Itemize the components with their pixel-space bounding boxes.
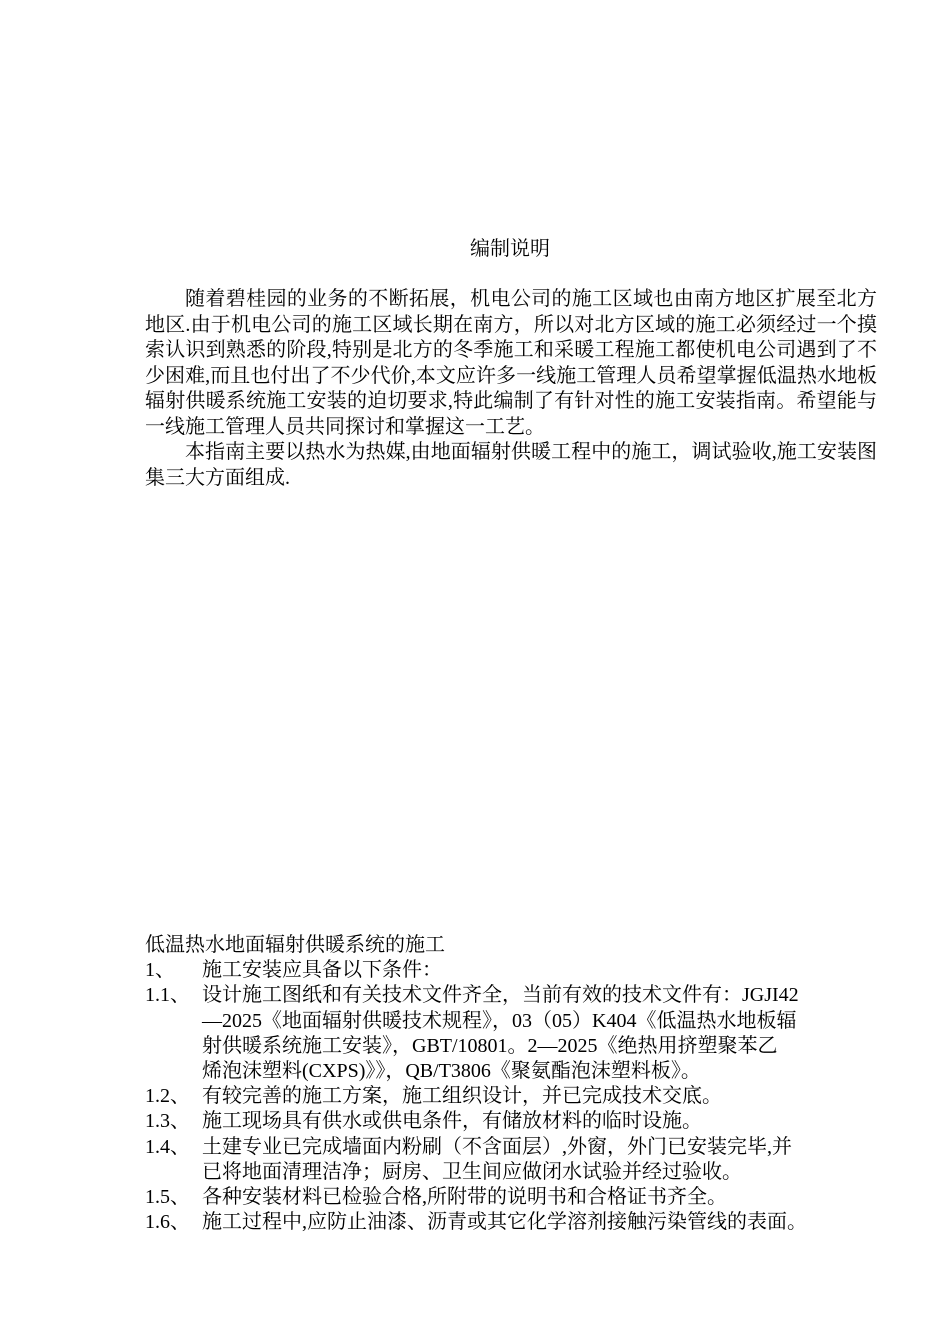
preface-body [145,287,877,491]
item-number: 1.6、 [145,1211,190,1234]
item-text: 施工过程中,应防止油漆、沥青或其它化学溶剂接触污染管线的表面。 [202,1211,807,1234]
section-title: 低温热水地面辐射供暖系统的施工 [145,934,445,956]
list-item [145,1084,877,1109]
item-number: 1.5、 [145,1186,190,1209]
list-item [145,1185,877,1210]
list-item [145,1210,877,1235]
list-item [145,983,877,1084]
preface-title: 编制说明 [470,238,550,260]
item-text: 设计施工图纸和有关技术文件齐全，当前有效的技术文件有：JGJI42 —2025《地面辐射供暖技术规程》，03（05）K404《低温热水地板辐 射供暖系统施工安装》，GBT/10801。2—2025《绝热用挤塑聚苯乙 烯泡沫塑料(CXPS)》》，QB/T3806《聚氨酯泡沫塑料板》。 [202,984,799,1083]
list-item [145,958,877,983]
item-text: 各种安装材料已检验合格,所附带的说明书和合格证书齐全。 [202,1186,727,1209]
preface-paragraph: 本指南主要以热水为热媒,由地面辐射供暖工程中的施工，调试验收,施工安装图集三大方面组成. [145,441,877,489]
item-number: 1.4、 [145,1135,190,1158]
item-number: 1.1、 [145,984,190,1007]
item-text: 施工安装应具备以下条件： [202,959,442,982]
item-text: 有较完善的施工方案，施工组织设计，并已完成技术交底。 [202,1085,722,1108]
list-item [145,1135,877,1185]
item-number: 1.3、 [145,1110,190,1133]
preface-paragraph: 随着碧桂园的业务的不断拓展，机电公司的施工区域也由南方地区扩展至北方地区.由于机电公司的施工区域长期在南方，所以对北方区域的施工必须经过一个摸索认识到熟悉的阶段,特别是北方的冬季施工和采暖工程施工都使机电公司遇到了不少困难,而且也付出了不少代价,本文应许多一线施工管理人员希望掌握低温热水地板辐射供暖系统施工安装的迫切要求,特此编制了有针对性的施工安装指南。希望能与一线施工管理人员共同探讨和掌握这一工艺。 [145,288,877,438]
list-item [145,1109,877,1134]
item-number: 1、 [145,959,175,982]
item-text: 土建专业已完成墙面内粉刷（不含面层）,外窗，外门已安装完毕,并 已将地面清理洁净；厨房、卫生间应做闭水试验并经过验收。 [202,1135,792,1183]
item-number: 1.2、 [145,1085,190,1108]
item-text: 施工现场具有供水或供电条件，有储放材料的临时设施。 [202,1110,702,1133]
construction-section [145,933,877,1235]
